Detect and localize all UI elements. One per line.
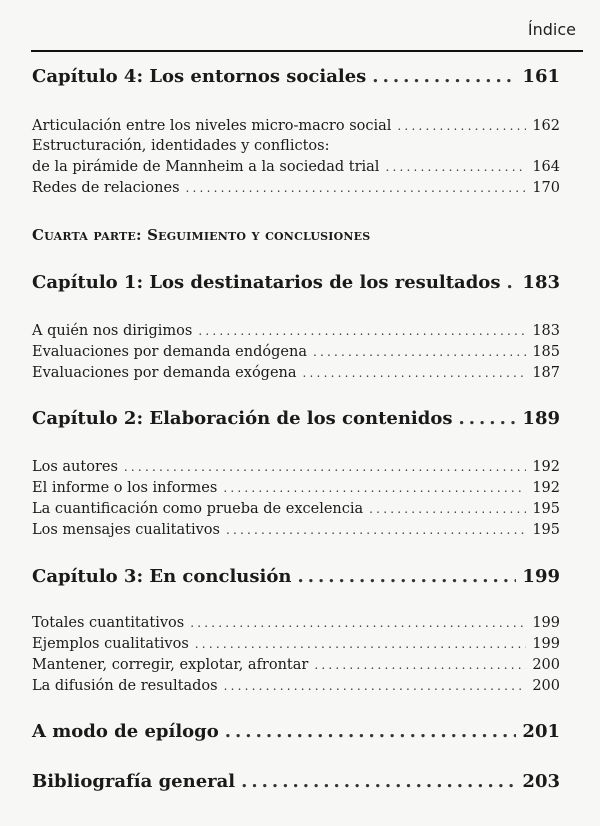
toc-page-number: 192: [532, 480, 560, 496]
dot-leader: [303, 366, 527, 380]
toc-entry-title: Totales cuantitativos: [32, 615, 185, 631]
toc-entry-title: Redes de relaciones: [32, 180, 180, 196]
toc-page-number: 200: [532, 678, 560, 694]
dot-leader: [195, 637, 527, 651]
toc-entry-title: A quién nos dirigimos: [32, 323, 193, 339]
toc-page-number: 187: [532, 365, 560, 381]
toc-entry[interactable]: [32, 501, 560, 517]
dot-leader: [385, 160, 526, 174]
toc-page-number: 199: [532, 615, 560, 631]
dot-leader: [369, 502, 526, 516]
toc-entry[interactable]: [32, 344, 560, 360]
toc-page-number: 200: [532, 657, 560, 673]
toc-entry-title: Ejemplos cualitativos: [32, 636, 189, 652]
toc-page-number: 183: [522, 272, 560, 293]
toc-entry[interactable]: [32, 180, 560, 196]
toc-page-number: 201: [522, 721, 560, 742]
toc-entry[interactable]: [32, 678, 560, 694]
toc-page-number: 164: [532, 159, 560, 175]
toc-entry-title: A modo de epílogo: [32, 721, 219, 742]
running-head: Índice: [527, 20, 576, 39]
toc-entry-title: Capítulo 2: Elaboración de los contenidos: [32, 408, 453, 429]
toc-page-number: 199: [522, 566, 560, 587]
toc-entry[interactable]: [32, 118, 560, 134]
dot-leader: [225, 721, 517, 742]
toc-entry-title: La cuantificación como prueba de excelencia: [32, 501, 364, 517]
toc-page-number: 192: [532, 459, 560, 475]
dot-leader: [241, 771, 516, 792]
dot-leader: [459, 408, 517, 429]
toc-entry-title: Capítulo 4: Los entornos sociales: [32, 66, 367, 87]
toc-chapter-2[interactable]: [32, 408, 560, 429]
dot-leader: [124, 460, 526, 474]
dot-leader: [190, 616, 526, 630]
toc-entry-title: Articulación entre los niveles micro-macro social: [32, 118, 392, 134]
toc-entry-title: El informe o los informes: [32, 480, 218, 496]
toc-page-number: 170: [532, 180, 560, 196]
toc-entry[interactable]: [32, 522, 560, 538]
toc-page-number: 195: [532, 522, 560, 538]
toc-entry-title: Capítulo 3: En conclusión: [32, 566, 292, 587]
header-rule: [31, 50, 583, 52]
dot-leader: [372, 66, 516, 87]
toc-entry[interactable]: [32, 636, 560, 652]
toc-entry[interactable]: [32, 615, 560, 631]
toc-entry-title: Evaluaciones por demanda exógena: [32, 365, 297, 381]
toc-entry-continued: Estructuración, identidades y conflictos:: [32, 138, 330, 154]
toc-entry-title: Mantener, corregir, explotar, afrontar: [32, 657, 309, 673]
toc-page-number: 199: [532, 636, 560, 652]
toc-entry-title: de la pirámide de Mannheim a la sociedad trial: [32, 159, 380, 175]
toc-page-number: 203: [522, 771, 560, 792]
dot-leader: [224, 679, 527, 693]
toc-chapter-4[interactable]: [32, 66, 560, 87]
toc-entry[interactable]: [32, 365, 560, 381]
dot-leader: [506, 272, 516, 293]
toc-entry-title: Los mensajes cualitativos: [32, 522, 220, 538]
toc-entry[interactable]: [32, 323, 560, 339]
toc-entry-title: Los autores: [32, 459, 118, 475]
dot-leader: [313, 345, 526, 359]
part-heading: Cuarta parte: Seguimiento y conclusiones: [32, 226, 371, 244]
toc-entry-title: La difusión de resultados: [32, 678, 218, 694]
toc-chapter-1[interactable]: [32, 272, 560, 293]
dot-leader: [198, 324, 526, 338]
dot-leader: [186, 181, 527, 195]
toc-chapter-3[interactable]: [32, 566, 560, 587]
toc-page-number: 162: [532, 118, 560, 134]
dot-leader: [397, 119, 526, 133]
toc-epilogue[interactable]: [32, 721, 560, 742]
toc-page-number: 183: [532, 323, 560, 339]
toc-page-number: 195: [532, 501, 560, 517]
toc-entry-title: Capítulo 1: Los destinatarios de los resultados: [32, 272, 501, 293]
toc-entry-title: Evaluaciones por demanda endógena: [32, 344, 307, 360]
toc-page-number: 185: [532, 344, 560, 360]
dot-leader: [297, 566, 516, 587]
toc-entry[interactable]: [32, 657, 560, 673]
toc-page-number: 161: [522, 66, 560, 87]
toc-entry[interactable]: [32, 459, 560, 475]
toc-page-number: 189: [522, 408, 560, 429]
dot-leader: [314, 658, 526, 672]
toc-bibliography[interactable]: [32, 771, 560, 792]
dot-leader: [226, 523, 526, 537]
dot-leader: [223, 481, 526, 495]
toc-entry[interactable]: [32, 159, 560, 175]
toc-entry[interactable]: [32, 480, 560, 496]
toc-entry-title: Bibliografía general: [32, 771, 236, 792]
